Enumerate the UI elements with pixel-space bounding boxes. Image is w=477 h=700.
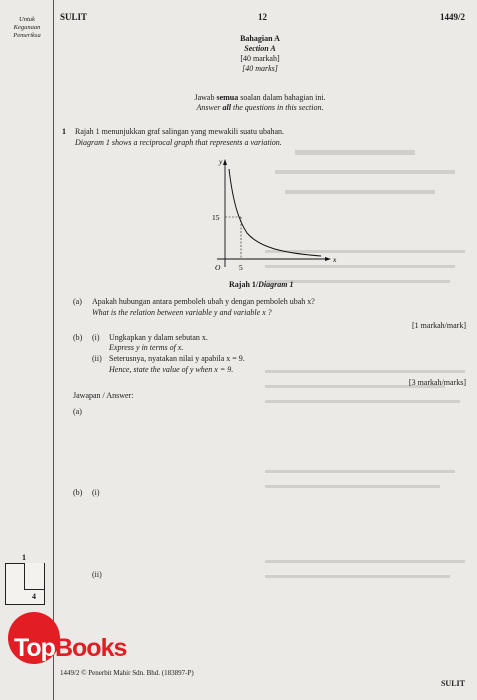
- answer-b-i-label[interactable]: (i): [92, 488, 100, 497]
- examiner-use-note: [6, 16, 48, 40]
- section-title: Bahagian A: [240, 34, 280, 43]
- part-b-i-english: Express y in terms of x.: [109, 343, 184, 352]
- part-a-english: What is the relation between variable y and variable x ?: [92, 308, 272, 317]
- x-axis-arrow: [325, 257, 331, 261]
- score-total: 4: [32, 592, 36, 601]
- y-axis-arrow: [223, 159, 227, 165]
- part-b-label: (b): [73, 333, 83, 342]
- diagram-caption: Rajah 1/Diagram 1: [229, 280, 294, 289]
- topbooks-logo: [14, 634, 126, 663]
- reciprocal-graph: [195, 155, 345, 275]
- reciprocal-curve: [229, 169, 321, 256]
- part-a-label: (a): [73, 297, 82, 306]
- y-value-label: 15: [212, 213, 220, 222]
- footer-copyright: 1449/2 © Penerbit Mahir Sdn. Bhd. (183897-P): [60, 669, 194, 677]
- header-sulit: SULIT: [60, 12, 88, 22]
- part-b-i-malay: Ungkapkan y dalam sebutan x.: [109, 333, 208, 342]
- answer-b-ii-label[interactable]: (ii): [92, 570, 102, 579]
- section-heading: [180, 34, 340, 74]
- paper-code: 1449/2: [439, 12, 465, 22]
- footer-sulit: SULIT: [440, 679, 465, 688]
- answer-a-label[interactable]: (a): [73, 407, 82, 416]
- answer-b-label: (b): [73, 488, 83, 497]
- side-note-line-3: Pemeriksa: [13, 32, 41, 39]
- side-note-line-2: Kegunaan: [13, 24, 41, 31]
- logo-text-top: Top: [14, 634, 55, 662]
- part-a-malay: Apakah hubungan antara pemboleh ubah y dengan pemboleh ubah x?: [92, 297, 315, 306]
- y-axis-label: y: [219, 157, 223, 166]
- examiner-margin-line: [53, 0, 54, 700]
- score-question-number: 1: [22, 553, 26, 562]
- score-box-inner: [24, 563, 44, 590]
- section-marks-english: [40 marks]: [242, 64, 278, 73]
- answer-heading: Jawapan / Answer:: [73, 391, 134, 400]
- question-stem-malay: Rajah 1 menunjukkan graf salingan yang mewakili suatu ubahan.: [75, 127, 285, 136]
- x-value-label: 5: [239, 263, 243, 272]
- question-stem-english: Diagram 1 shows a reciprocal graph that represents a variation.: [75, 138, 282, 147]
- section-marks-malay: [40 markah]: [240, 54, 280, 63]
- page-number: 12: [258, 12, 267, 22]
- part-a-marks: [1 markah/mark]: [412, 321, 466, 330]
- question-number: 1: [62, 127, 66, 136]
- x-axis-label: x: [333, 255, 337, 264]
- side-note-line-1: Untuk: [19, 16, 35, 23]
- instruction-malay: Jawab semua soalan dalam bahagian ini.: [194, 93, 326, 102]
- part-b-ii-malay: Seterusnya, nyatakan nilai y apabila x = 9.: [109, 354, 245, 363]
- part-b-i-label: (i): [92, 333, 100, 342]
- part-b-ii-label: (ii): [92, 354, 102, 363]
- instruction-english: Answer all the questions in this section.: [196, 103, 324, 112]
- origin-label: O: [215, 263, 221, 272]
- section-subtitle: Section A: [244, 44, 276, 53]
- part-b-ii-english: Hence, state the value of y when x = 9.: [109, 365, 234, 374]
- part-b-marks: [3 markah/marks]: [408, 378, 466, 387]
- logo-text-books: Books: [54, 634, 127, 662]
